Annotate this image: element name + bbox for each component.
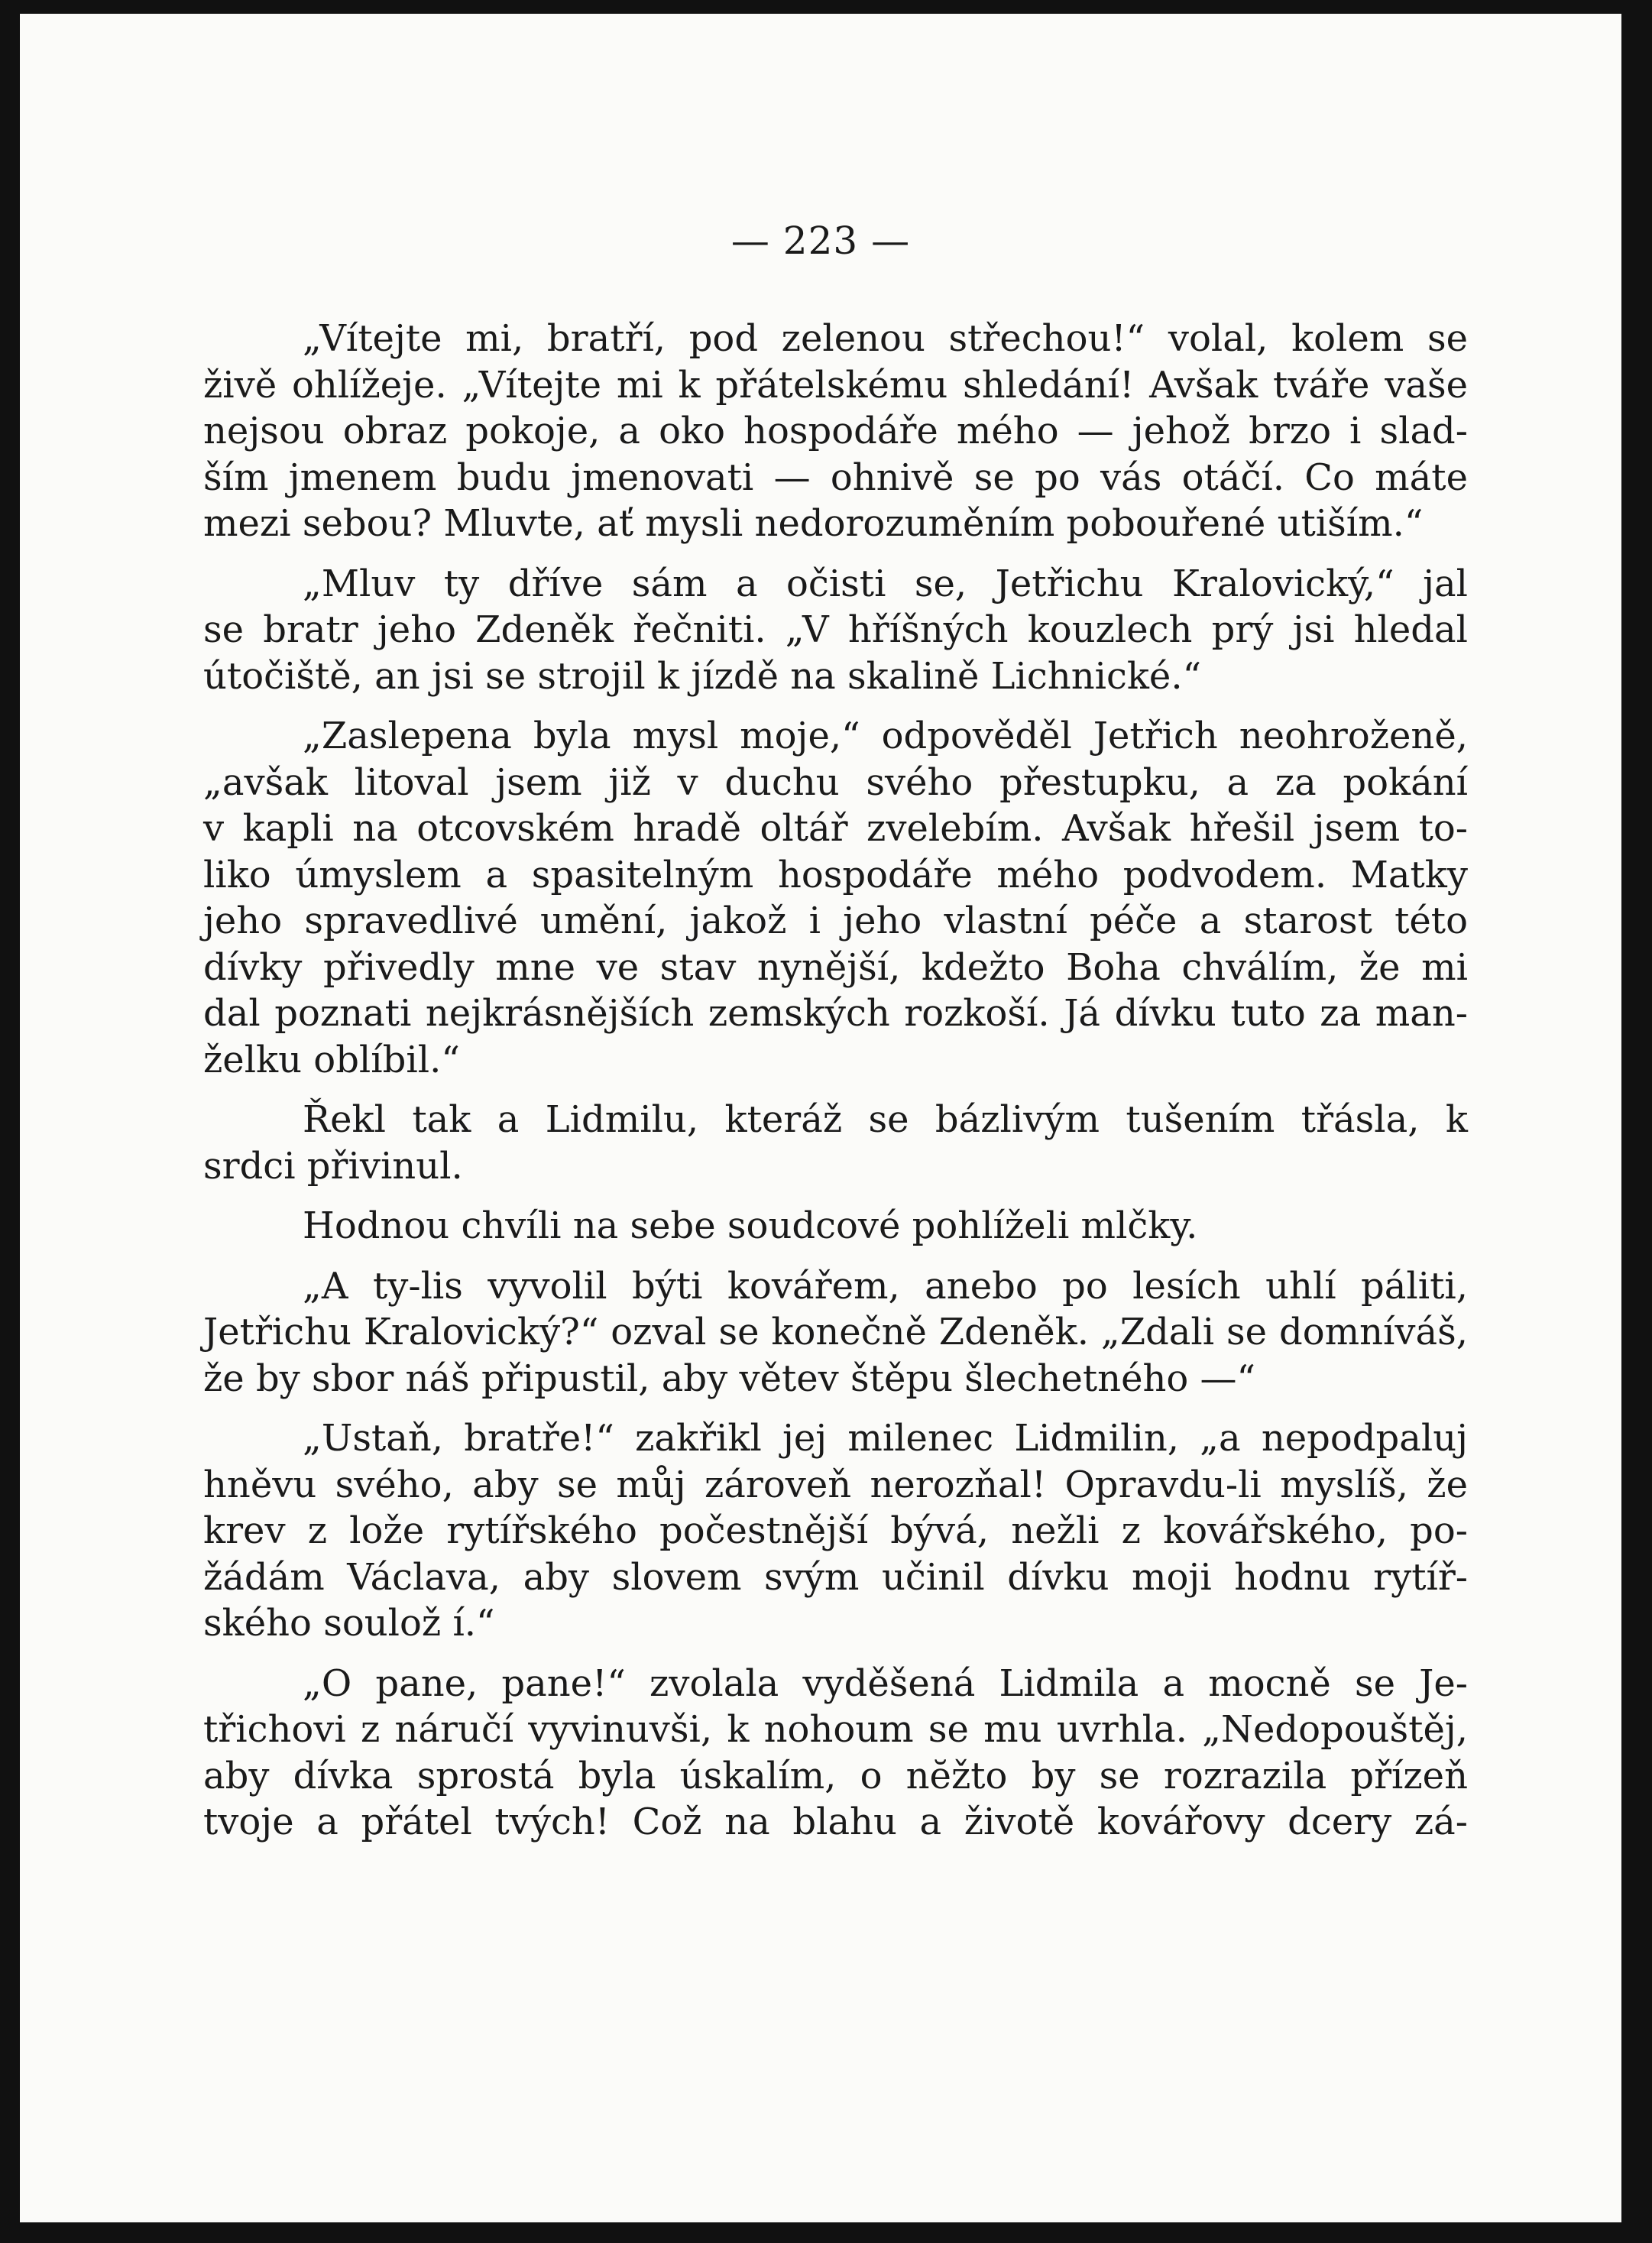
text-line: se bratr jeho Zdeněk řečniti. „V hříšných kouzlech prý jsi hledal [203,608,1468,651]
text-line: dal poznati nejkrásnějších zemských rozkoší. Já dívku tuto za man- [203,992,1468,1035]
text-line: že by sbor náš připustil, aby větev štěpu šlechetného —“ [203,1356,1256,1400]
book-page [20,14,1621,2222]
text-line: jeho spravedlivé umění, jakož i jeho vlastní péče a starost této [203,899,1468,942]
text-line: žádám Václava, aby slovem svým učinil dívku moji hodnu rytíř- [203,1555,1468,1599]
paragraph [203,1097,1468,1189]
paragraph [203,1203,1468,1250]
text-line: „Ustaň, bratře!“ zakřikl jej milenec Lidmilin, „a nepodpaluj [303,1417,1468,1460]
paragraph [203,1661,1468,1846]
page-number: — 223 — [730,219,911,263]
text-line: Řekl tak a Lidmilu, kteráž se bázlivým tušením třásla, k [303,1098,1468,1141]
text-line: Jetřichu Kralovický?“ ozval se konečně Zdeněk. „Zdali se domníváš, [203,1311,1468,1353]
text-line: nejsou obraz pokoje, a oko hospodáře mého — jehož brzo i slad- [203,410,1468,452]
text-line: tvoje a přátel tvých! Což na blahu a životě kovářovy dcery zá- [203,1801,1468,1843]
text-line: třichovi z náručí vyvinuvši, k nohoum se mu uvrhla. „Nedopouštěj, [203,1708,1468,1751]
text-line: ším jmenem budu jmenovati — ohnivě se po vás otáčí. Co máte [203,455,1468,499]
text-line: v kapli na otcovském hradě oltář zvelebím. Avšak hřešil jsem to- [203,807,1468,850]
paragraph [203,713,1468,1083]
text-line: želku oblíbil.“ [203,1038,460,1081]
text-line: „Mluv ty dříve sám a očisti se, Jetřichu Kralovický,“ jal [303,562,1468,605]
text-line: „A ty-lis vyvolil býti kovářem, anebo po lesích uhlí páliti, [303,1264,1468,1308]
text-line: Hodnou chvíli na sebe soudcové pohlíželi mlčky. [303,1204,1198,1247]
text-line: liko úmyslem a spasitelným hospodáře mého podvodem. Matky [203,853,1468,896]
text-line: mezi sebou? Mluvte, ať mysli nedorozuměním pobouřené utiším.“ [203,502,1424,545]
paragraph [203,316,1468,547]
text-line: „avšak litoval jsem již v duchu svého přestupku, a za pokání [203,760,1468,804]
text-line: krev z lože rytířského počestnější bývá, nežli z kovářského, po- [203,1509,1468,1552]
paragraph [203,1415,1468,1647]
text-line: hněvu svého, aby se můj zároveň nerozňal! Opravdu-li myslíš, že [203,1463,1468,1506]
text-line: ského soulož í.“ [203,1602,495,1645]
text-line: „Zaslepena byla mysl moje,“ odpověděl Jetřich neohroženě, [303,715,1468,757]
text-line: aby dívka sprostá byla úskalím, o nĕžto by se rozrazila přízeň [203,1754,1468,1797]
text-line: živě ohlížeje. „Vítejte mi k přátelskému shledání! Avšak tváře vaše [203,363,1468,407]
text-line: srdci přivinul. [203,1144,463,1188]
text-line: útočiště, an jsi se strojil k jízdě na skalině Lichnické.“ [203,654,1202,698]
text-line: dívky přivedly mne ve stav nynější, kdežto Boha chválím, že mi [203,945,1468,989]
paragraph [203,1263,1468,1402]
text-body [203,316,1468,1859]
text-line: „Vítejte mi, bratří, pod zelenou střechou!“ volal, kolem se [303,317,1468,360]
text-line: „O pane, pane!“ zvolala vyděšená Lidmila a mocně se Je- [303,1661,1468,1705]
paragraph [203,561,1468,700]
